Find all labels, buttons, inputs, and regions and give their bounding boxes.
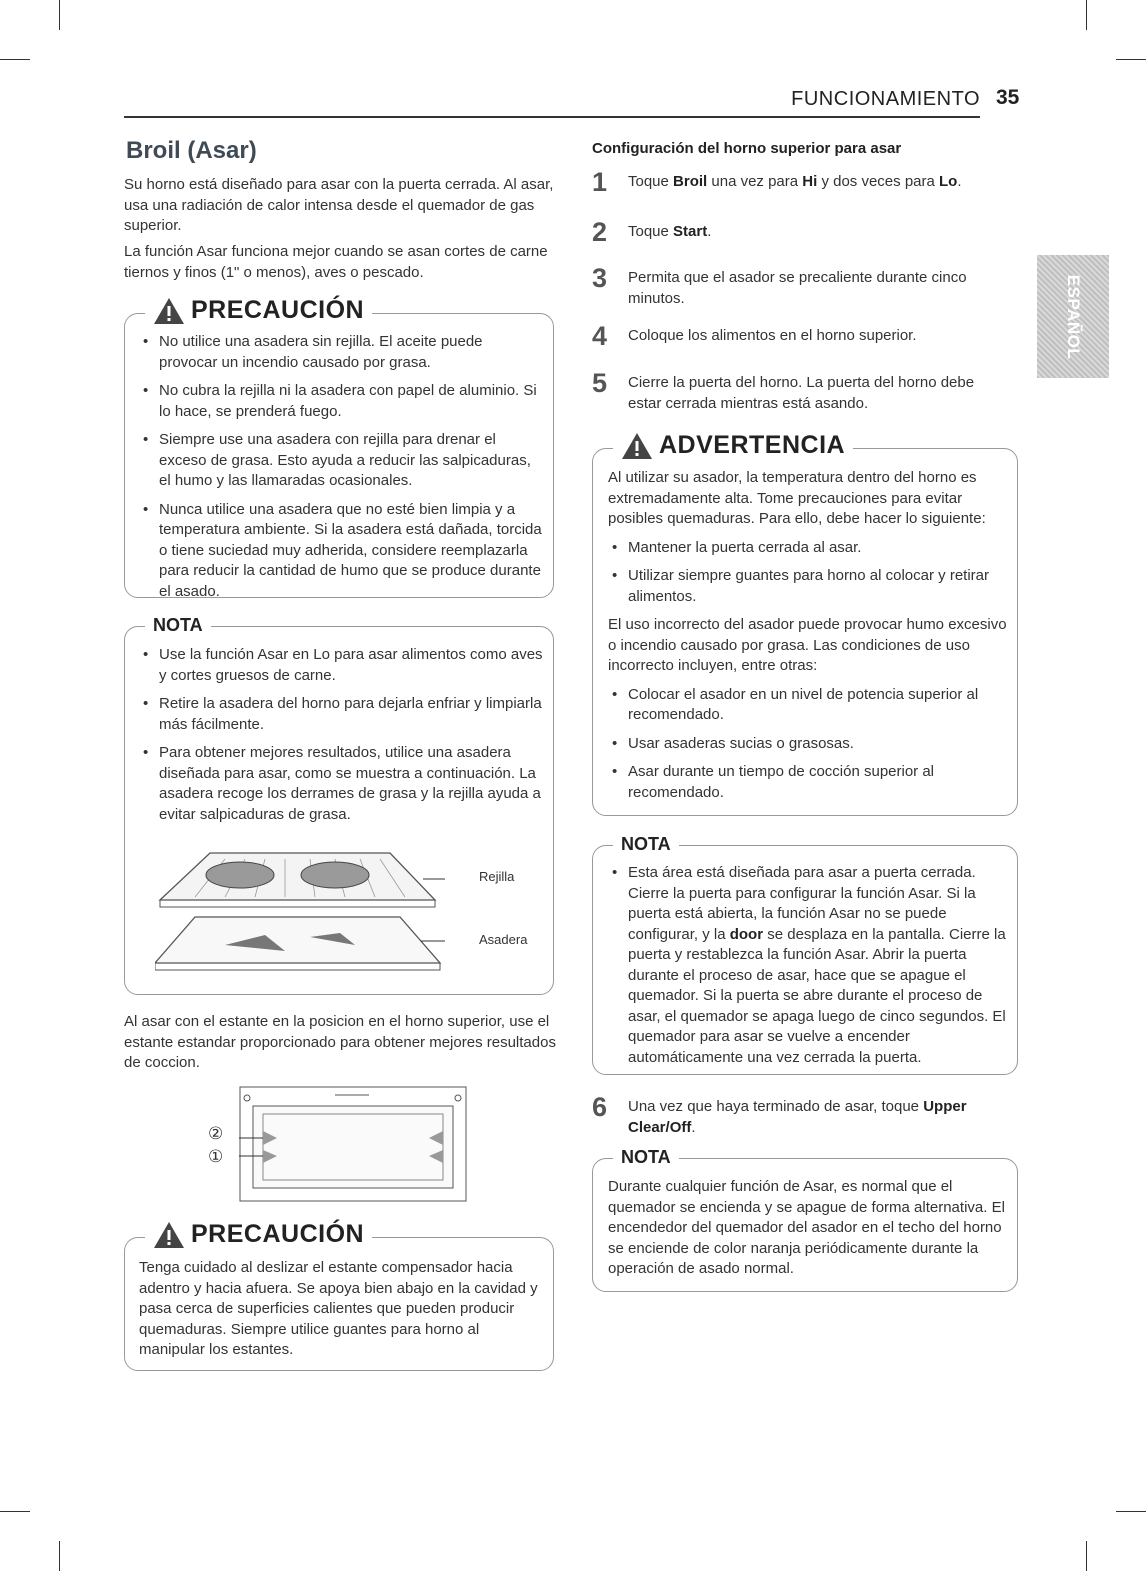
step-number: 2 bbox=[592, 217, 608, 247]
crop-mark bbox=[0, 1511, 30, 1512]
precaution-heading-2 bbox=[145, 1220, 372, 1249]
precaution-heading bbox=[145, 296, 372, 325]
crop-mark bbox=[59, 1541, 60, 1571]
list-item: • Mantener la puerta cerrada al asar. bbox=[608, 538, 1008, 559]
step-number: 4 bbox=[592, 321, 608, 351]
language-tab-label: ESPAÑOL bbox=[1064, 274, 1083, 359]
note-box-2 bbox=[592, 834, 1018, 1075]
step-2 bbox=[592, 218, 1008, 246]
warning-middle: El uso incorrecto del asador puede provocar humo excesivo o incendio causado por grasa. Las condiciones de uso incorrecto incluyen, entre otras: bbox=[608, 616, 1007, 674]
step-number: 5 bbox=[592, 368, 608, 398]
page-number: 35 bbox=[996, 86, 1020, 109]
rack-paragraph: Al asar con el estante en la posicion en el horno superior, use el estante estandar proporcionado para obtener mejores resultados de coccion. bbox=[124, 1013, 556, 1071]
intro-paragraph-2: La función Asar funciona mejor cuando se asan cortes de carne tiernos y finos (1" o menos), aves o pescado. bbox=[124, 243, 548, 281]
step-text: Una vez que haya terminado de asar, toque Upper Clear/Off. bbox=[628, 1098, 967, 1136]
list-item: • No utilice una asadera sin rejilla. El aceite puede provocar un incendio causado por grasa. bbox=[139, 332, 544, 373]
warning-box bbox=[592, 431, 1018, 816]
warning-heading bbox=[613, 431, 853, 460]
language-tab bbox=[1037, 255, 1109, 378]
crop-mark bbox=[1086, 1541, 1087, 1571]
step-text: Toque Start. bbox=[628, 223, 712, 240]
warning-icon bbox=[153, 1221, 185, 1249]
step-text: Cierre la puerta del horno. La puerta del horno debe estar cerrada mientras está asando. bbox=[628, 374, 975, 412]
step-text: Coloque los alimentos en el horno superior. bbox=[628, 327, 917, 344]
step-text: Toque Broil una vez para Hi y dos veces para Lo. bbox=[628, 173, 962, 190]
precaution-label: PRECAUCIÓN bbox=[191, 296, 365, 324]
list-item: • No cubra la rejilla ni la asadera con papel de aluminio. Si lo hace, se prenderá fuego. bbox=[139, 381, 544, 422]
section-subhead: Configuración del horno superior para asar bbox=[592, 140, 902, 157]
page-title: Broil (Asar) bbox=[126, 137, 257, 164]
list-item: • Retire la asadera del horno para dejarla enfriar y limpiarla más fácilmente. bbox=[139, 694, 544, 735]
list-item: • Asar durante un tiempo de cocción superior al recomendado. bbox=[608, 762, 1008, 803]
step-3 bbox=[592, 264, 988, 309]
note-box bbox=[124, 615, 554, 995]
list-item: • Para obtener mejores resultados, utilice una asadera diseñada para asar, como se muestra a continuación. La asadera recoge los derrames de grasa y la rejilla ayuda a evitar salpicaduras de grasa. bbox=[139, 743, 544, 825]
step-1 bbox=[592, 168, 1008, 196]
note-heading-2: NOTA bbox=[613, 834, 679, 855]
precaution-label-2: PRECAUCIÓN bbox=[191, 1220, 365, 1248]
rack-label: Rejilla bbox=[479, 869, 515, 884]
step-text: Permita que el asador se precaliente durante cinco minutos. bbox=[628, 269, 967, 307]
oven-rack-diagram bbox=[239, 1086, 467, 1202]
rack-position-2: ② bbox=[208, 1124, 224, 1143]
broil-pan-illustration bbox=[155, 845, 445, 980]
list-item: • Usar asaderas sucias o grasosas. bbox=[608, 734, 1008, 755]
precaution-box-2 bbox=[124, 1220, 554, 1371]
note-heading-3: NOTA bbox=[613, 1147, 679, 1168]
crop-mark bbox=[59, 0, 60, 30]
step-number: 3 bbox=[592, 263, 608, 293]
precaution-box bbox=[124, 296, 554, 600]
section-title: FUNCIONAMIENTO bbox=[791, 88, 980, 110]
crop-mark bbox=[1116, 59, 1146, 60]
note-heading: NOTA bbox=[145, 615, 211, 636]
list-item: • Utilizar siempre guantes para horno al colocar y retirar alimentos. bbox=[608, 566, 1008, 607]
step-6 bbox=[592, 1093, 998, 1138]
crop-mark bbox=[0, 59, 30, 60]
note-box-3 bbox=[592, 1147, 1018, 1292]
step-5 bbox=[592, 369, 1008, 414]
list-item: • Siempre use una asadera con rejilla para drenar el exceso de grasa. Esto ayuda a reducir las salpicaduras, el humo y las llamaradas ocasionales. bbox=[139, 430, 544, 492]
list-item: • Colocar el asador en un nivel de potencia superior al recomendado. bbox=[608, 685, 1008, 726]
warning-icon bbox=[153, 297, 185, 325]
rack-position-1: ① bbox=[208, 1147, 224, 1166]
list-item: • Esta área está diseñada para asar a puerta cerrada. Cierre la puerta para configurar la función Asar. Si la puerta está abierta, la función Asar no se puede configurar, y la door se desplaza en la pantalla. Cierre la puerta y restablezca la función Asar. Abrir la puerta durante el proceso de asar, hace que se apague el quemador. Si la puerta se abre durante el proceso de asar, el quemador se apaga luego de cinco segundos. El quemador para asar se vuelve a encender automáticamente una vez cerrada la puerta. bbox=[608, 863, 1008, 1068]
pan-label: Asadera bbox=[479, 932, 528, 947]
step-4 bbox=[592, 322, 1008, 350]
warning-intro: Al utilizar su asador, la temperatura dentro del horno es extremadamente alta. Tome precauciones para evitar posibles quemaduras. Para ello, debe hacer lo siguiente: bbox=[608, 469, 986, 527]
warning-label: ADVERTENCIA bbox=[659, 431, 846, 459]
header-rule bbox=[124, 116, 980, 118]
list-item: • Use la función Asar en Lo para asar alimentos como aves y cortes gruesos de carne. bbox=[139, 645, 544, 686]
crop-mark bbox=[1116, 1511, 1146, 1512]
crop-mark bbox=[1086, 0, 1087, 30]
step-number: 1 bbox=[592, 167, 608, 197]
step-number: 6 bbox=[592, 1092, 608, 1122]
note-text: Durante cualquier función de Asar, es normal que el quemador se encienda y se apague de forma alternativa. El encendedor del quemador del asador en el techo del horno se enciende de color naranja periódicamente durante la operación de asado normal. bbox=[608, 1178, 1005, 1277]
intro-paragraph: Su horno está diseñado para asar con la puerta cerrada. Al asar, usa una radiación de calor intensa desde el quemador de gas superior. bbox=[124, 176, 554, 234]
list-item: • Nunca utilice una asadera que no esté bien limpia y a temperatura ambiente. Si la asadera está dañada, torcida o tiene suciedad muy adherida, considere reemplazarla para reducir la cantidad de humo que se produce durante el asado. bbox=[139, 500, 544, 603]
precaution-text: Tenga cuidado al deslizar el estante compensador hacia adentro y hacia afuera. Se apoya bien abajo en la cavidad y pasa cerca de superficies calientes que pueden producir quemaduras. Siempre utilice guantes para horno al manipular los estantes. bbox=[139, 1259, 538, 1358]
warning-icon bbox=[621, 432, 653, 460]
